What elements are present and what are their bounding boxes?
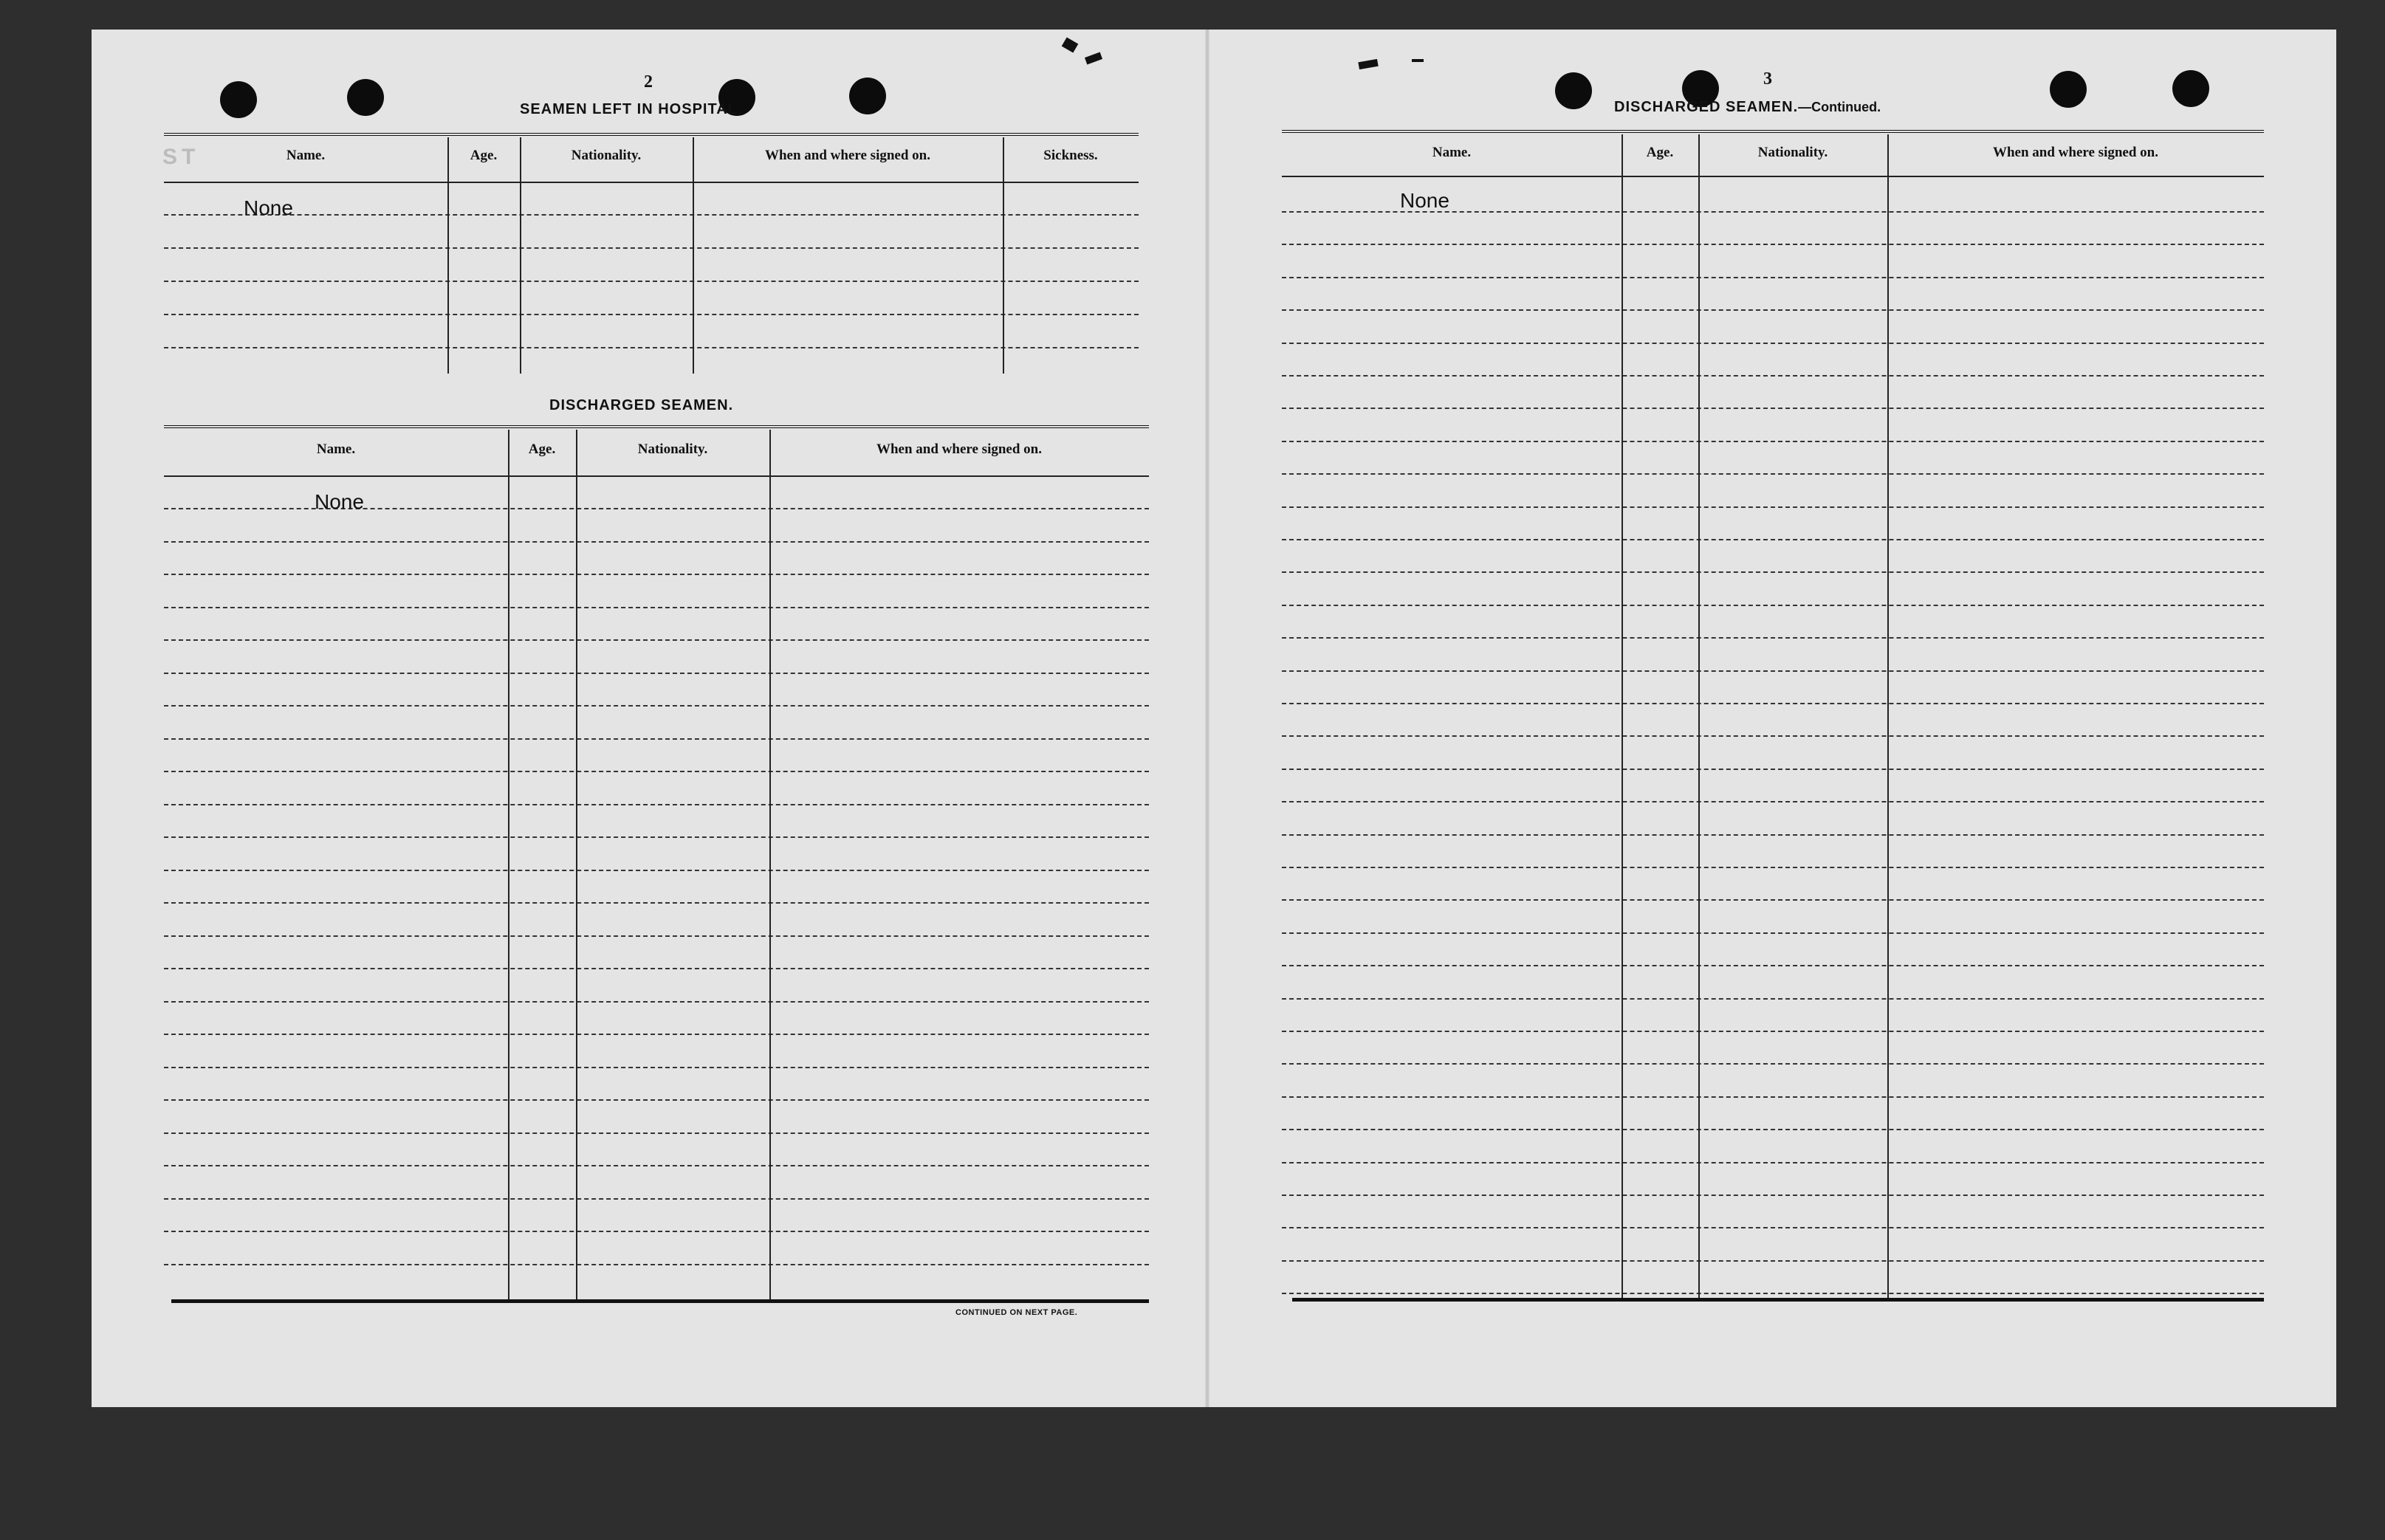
punch-hole (347, 79, 384, 116)
continued-header-rule (1282, 176, 2264, 177)
document-spread (92, 30, 2336, 1407)
paper-damage (1412, 59, 1424, 62)
hospital-col-nationality: Nationality. (571, 148, 642, 163)
table-row-line (1282, 834, 2264, 836)
table-row-line (1282, 899, 2264, 901)
table-row-line (164, 347, 1139, 348)
page-number-right: 3 (1763, 69, 1772, 89)
table-row-line (1282, 703, 2264, 704)
table-row-line (164, 1067, 1149, 1068)
continued-col-name: Name. (1432, 145, 1472, 160)
continued-col-nationality: Nationality. (1757, 145, 1828, 160)
table-row-line (1282, 867, 2264, 868)
bleed-through-text: ST (162, 145, 200, 169)
table-row-line (1282, 637, 2264, 639)
table-row-line (1282, 801, 2264, 802)
hospital-entry-name: None (244, 196, 293, 219)
page-number-left: 2 (644, 72, 653, 92)
table-row-line (164, 1001, 1149, 1003)
table-row-line (164, 968, 1149, 969)
table-row-line (164, 1231, 1149, 1232)
table-row-line (1282, 375, 2264, 377)
table-row-line (164, 673, 1149, 674)
table-row-line (164, 1264, 1149, 1265)
hospital-col-name: Name. (286, 148, 326, 163)
table-row-line (164, 314, 1139, 315)
table-row-line (164, 1132, 1149, 1134)
hospital-col-divider (447, 137, 449, 374)
bleed-through-text (347, 174, 953, 199)
table-row-line (1282, 670, 2264, 672)
table-row-line (164, 870, 1149, 871)
table-row-line (1282, 539, 2264, 540)
discharged-entry-name: None (315, 490, 364, 513)
discharged-table-top-rule (164, 425, 1149, 428)
table-row-line (1282, 1096, 2264, 1098)
table-row-line (164, 607, 1149, 608)
table-row-line (164, 804, 1149, 805)
table-row-line (1282, 1031, 2264, 1032)
discharged-col-age: Age. (528, 441, 556, 457)
punch-hole (220, 81, 257, 118)
table-row-line (164, 281, 1139, 282)
table-row-line (1282, 965, 2264, 966)
table-row-line (1282, 998, 2264, 1000)
hospital-section-title: SEAMEN LEFT IN HOSPITAL. (520, 101, 743, 117)
table-row-line (164, 541, 1149, 543)
punch-hole (1555, 72, 1592, 109)
table-row-line (1282, 1227, 2264, 1228)
punch-hole (2050, 71, 2087, 108)
table-row-line (1282, 408, 2264, 409)
hospital-col-sickness: Sickness. (1043, 148, 1098, 163)
punch-hole (2172, 70, 2209, 107)
table-row-line (164, 247, 1139, 249)
continued-title-main: DISCHARGED SEAMEN. (1614, 99, 1799, 115)
discharged-col-divider (769, 430, 771, 1301)
hospital-table-top-rule (164, 133, 1139, 136)
table-row-line (1282, 506, 2264, 508)
table-row-line (164, 1198, 1149, 1200)
table-row-line (1282, 571, 2264, 573)
discharged-section-title: DISCHARGED SEAMEN. (549, 397, 734, 413)
table-row-line (1282, 605, 2264, 606)
table-row-line (1282, 277, 2264, 278)
discharged-col-nationality: Nationality. (637, 441, 708, 457)
continued-col-age: Age. (1646, 145, 1674, 160)
table-row-line (1282, 1063, 2264, 1065)
continued-table-top-rule (1282, 130, 2264, 133)
discharged-table-bottom-rule (171, 1299, 1149, 1303)
hospital-col-divider (693, 137, 694, 374)
table-row-line (1282, 1194, 2264, 1196)
table-row-line (1282, 1129, 2264, 1130)
table-row-line (1282, 343, 2264, 344)
table-row-line (164, 902, 1149, 904)
continued-col-divider (1622, 134, 1623, 1301)
table-row-line (1282, 244, 2264, 245)
table-row-line (164, 1099, 1149, 1101)
discharged-col-signed-on: When and where signed on. (876, 441, 1042, 457)
discharged-col-divider (576, 430, 577, 1301)
bleed-through-text (576, 291, 591, 308)
hospital-col-divider (1003, 137, 1004, 374)
table-row-line (164, 738, 1149, 740)
table-row-line (164, 508, 1149, 509)
table-row-line (1282, 769, 2264, 770)
table-row-line (1282, 932, 2264, 934)
hospital-col-age: Age. (470, 148, 498, 163)
table-row-line (164, 1165, 1149, 1166)
discharged-col-divider (508, 430, 509, 1301)
continued-note: CONTINUED ON NEXT PAGE. (955, 1308, 1078, 1317)
hospital-col-signed-on: When and where signed on. (764, 148, 930, 163)
continued-table-bottom-rule (1292, 1298, 2264, 1302)
discharged-header-rule (164, 475, 1149, 477)
continued-entry-name: None (1400, 189, 1449, 212)
table-row-line (164, 214, 1139, 216)
table-row-line (164, 705, 1149, 707)
hospital-header-rule (164, 182, 1139, 183)
table-row-line (1282, 309, 2264, 311)
punch-hole (849, 78, 886, 114)
table-row-line (164, 1034, 1149, 1035)
table-row-line (1282, 735, 2264, 737)
table-row-line (164, 771, 1149, 772)
continued-title-suffix: —Continued. (1798, 100, 1881, 114)
table-row-line (1282, 441, 2264, 442)
discharged-col-name: Name. (316, 441, 356, 457)
table-row-line (1282, 473, 2264, 475)
continued-col-divider (1698, 134, 1700, 1301)
table-row-line (1282, 1260, 2264, 1262)
continued-section-title (1614, 99, 1881, 116)
table-row-line (164, 639, 1149, 641)
table-row-line (164, 574, 1149, 575)
continued-col-divider (1887, 134, 1889, 1301)
table-row-line (164, 935, 1149, 937)
table-row-line (1282, 1162, 2264, 1163)
table-row-line (164, 836, 1149, 838)
continued-col-signed-on: When and where signed on. (1992, 145, 2158, 160)
hospital-col-divider (520, 137, 521, 374)
table-row-line (1282, 1293, 2264, 1294)
